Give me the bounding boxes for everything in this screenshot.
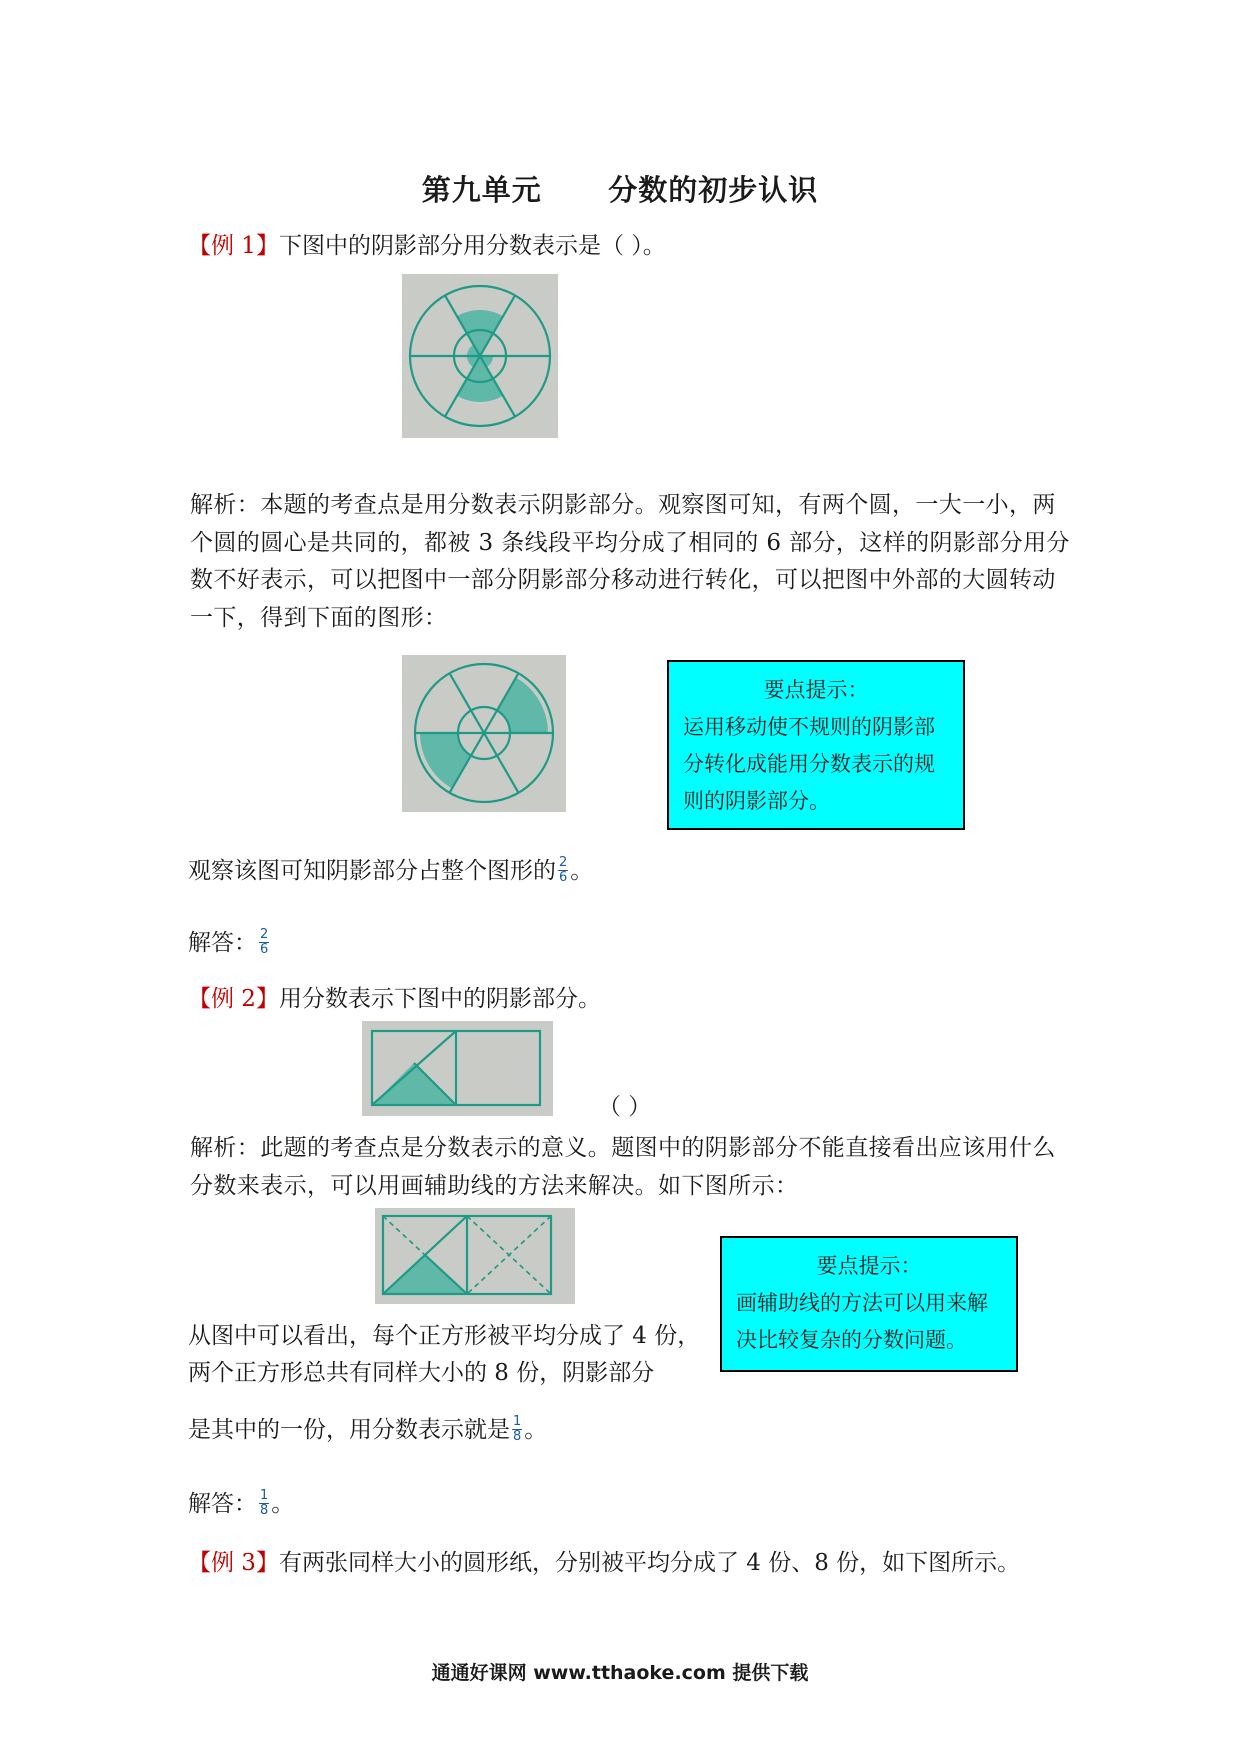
example-1-observation [188, 852, 593, 890]
example-2-question-text: 用分数表示下图中的阴影部分。 [278, 986, 601, 1012]
example-2-explanation-line-1: 从图中可以看出，每个正方形被平均分成了 4 份， [188, 1323, 701, 1349]
answer-label: 解答： [188, 930, 257, 956]
example-1-tag: 【例 1】 [188, 233, 279, 259]
example-2-explanation-line-2: 两个正方形总共有同样大小的 8 份，阴影部分 [188, 1360, 655, 1386]
fraction-numerator: 1 [260, 1487, 269, 1503]
fraction-numerator: 1 [513, 1413, 522, 1429]
example-2-analysis: 解析：此题的考查点是分数表示的意义。题图中的阴影部分不能直接看出应该用什么分数来表示，可以用画辅助线的方法来解决。如下图所示： [190, 1135, 1056, 1199]
example-3-question [188, 1544, 1020, 1582]
fraction-1-8 [259, 1489, 269, 1518]
example-2-explanation-text: 是其中的一份，用分数表示就是 [188, 1417, 510, 1443]
example-1-question [188, 227, 666, 265]
example-2-blank: （ ） [598, 1094, 652, 1120]
footer-download-note: 通通好课网 www.tthaoke.com 提供下载 [431, 1662, 809, 1684]
tip-box-1-body: 运用移动使不规则的阴影部分转化成能用分数表示的规则的阴影部分。 [683, 715, 935, 813]
example-2-answer [188, 1485, 294, 1523]
page-title: 第九单元 分数的初步认识 [421, 173, 819, 207]
tip-box-2 [720, 1236, 1018, 1372]
fraction-denominator: 6 [260, 941, 269, 957]
example-2-figure-aux [375, 1208, 575, 1304]
example-1-analysis: 解析：本题的考查点是用分数表示阴影部分。观察图可知，有两个圆，一大一小，两个圆的圆心是共同的，都被 3 条线段平均分成了相同的 6 部分，这样的阴影部分用分数不好表示，可以把图中一部分阴影部分移动进行转化，可以把图中外部的大圆转动一下，得到下面的图形： [190, 492, 1070, 631]
tip-box-1-title: 要点提示： [763, 678, 869, 702]
tip-box-2-title: 要点提示： [816, 1254, 922, 1278]
period: 。 [570, 858, 594, 884]
fraction-denominator: 8 [260, 1502, 269, 1518]
example-1-answer [188, 924, 271, 962]
example-2-tag: 【例 2】 [188, 986, 279, 1012]
fraction-denominator: 6 [559, 869, 568, 885]
fraction-numerator: 2 [559, 854, 568, 870]
fraction-numerator: 2 [260, 926, 269, 942]
fraction-denominator: 8 [513, 1428, 522, 1444]
example-2-question [188, 980, 601, 1018]
period: 。 [271, 1491, 295, 1517]
example-1-observation-text: 观察该图可知阴影部分占整个图形的 [188, 858, 556, 884]
example-1-question-text: 下图中的阴影部分用分数表示是（ ）。 [278, 233, 666, 259]
tip-box-2-body: 画辅助线的方法可以用来解决比较复杂的分数问题。 [736, 1291, 988, 1352]
example-1-figure-rotated [402, 655, 566, 812]
tip-box-1 [667, 660, 965, 830]
example-2-explanation-line-3 [188, 1411, 547, 1449]
fraction-2-6 [259, 928, 269, 957]
answer-label: 解答： [188, 1491, 257, 1517]
example-1-figure-original [402, 274, 558, 438]
fraction-1-8 [512, 1415, 522, 1444]
example-2-figure [362, 1021, 553, 1116]
example-3-tag: 【例 3】 [188, 1550, 279, 1576]
fraction-2-6 [558, 856, 568, 885]
period: 。 [524, 1417, 548, 1443]
example-3-question-text: 有两张同样大小的圆形纸，分别被平均分成了 4 份、8 份，如下图所示。 [278, 1550, 1021, 1576]
